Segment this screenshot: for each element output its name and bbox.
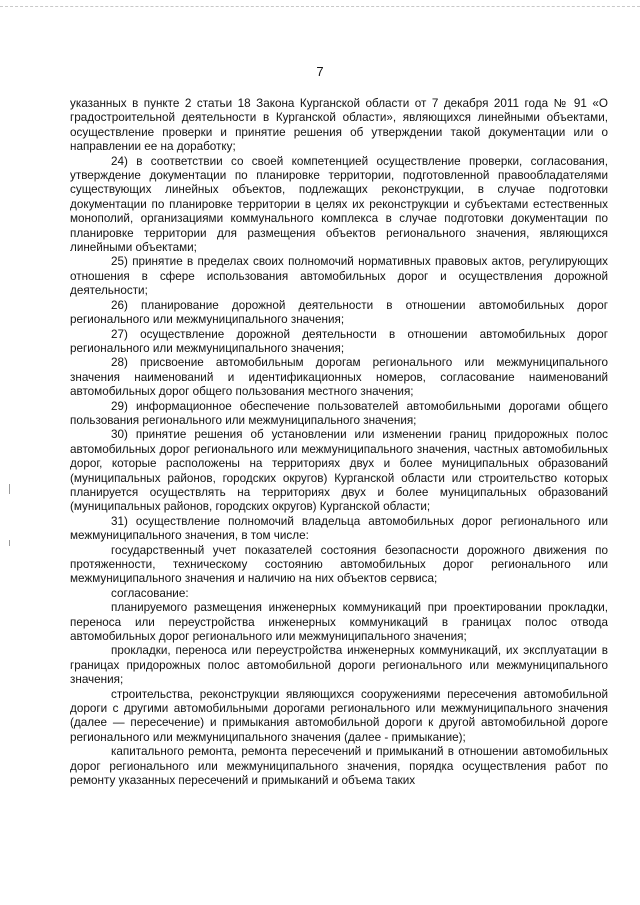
document-body	[70, 97, 608, 789]
paragraph-intersections-construction: строительства, реконструкции являющихся сооружениями пересечения автомобильной дороги с другими автомобильными дорогами регионального или межмуниципального значения (далее — пересечение) и примыкания автомобильной дороги к другой автомобильной дороге регионального или межмуниципального значения (далее - примыкание);	[70, 687, 608, 744]
paragraph-item-31: 31) осуществление полномочий владельца автомобильных дорог регионального или межмуниципального значения, в том числе:	[70, 514, 608, 543]
paragraph-state-accounting: государственный учет показателей состояния безопасности дорожного движения по протяженности, техническому состоянию автомобильных дорог регионального или межмуниципального значения и наличию на них объектов сервиса;	[70, 543, 608, 586]
page-number: 7	[316, 64, 324, 79]
paragraph-item-24: 24) в соответствии со своей компетенцией осуществление проверки, согласования, утверждение документации по планировке территории, подготовленной правообладателями существующих линейных объектов, подлежащих реконструкции, в случае подготовки документации по планировке территории в целях их реконструкции и субъектами естественных монополий, организациями коммунального комплекса в случае подготовки документации по планировке территории для размещения объектов регионального значения, являющихся линейными объектами;	[70, 154, 608, 255]
paragraph-engineering-laying: прокладки, переноса или переустройства инженерных коммуникаций, их эксплуатации в границах придорожных полос автомобильной дороги регионального или межмуниципального значения;	[70, 644, 608, 687]
paragraph-capital-repair: капитального ремонта, ремонта пересечений и примыканий в отношении автомобильных дорог регионального или межмуниципального значения, порядка осуществления работ по ремонту указанных пересечений и примыканий и объема таких	[70, 745, 608, 788]
paragraph-item-26: 26) планирование дорожной деятельности в отношении автомобильных дорог регионального или межмуниципального значения;	[70, 298, 608, 327]
paragraph-item-29: 29) информационное обеспечение пользователей автомобильными дорогами общего пользования регионального или межмуниципального значения;	[70, 399, 608, 427]
paragraph-continuation: указанных в пункте 2 статьи 18 Закона Курганской области от 7 декабря 2011 года № 91 «О градостроительной деятельности в Курганской области», являющихся линейными объектами, осуществление проверки и принятие решения об утверждении такой документации или о направлении ее на доработку;	[70, 97, 608, 154]
paragraph-approval-heading: согласование:	[111, 586, 189, 600]
scan-edge-line	[0, 6, 640, 8]
paragraph-item-28: 28) присвоение автомобильным дорогам регионального или межмуниципального значения наименований и идентификационных номеров, согласование наименований автомобильных дорог общего пользования местного значения;	[70, 356, 608, 399]
paragraph-item-25: 25) принятие в пределах своих полномочий нормативных правовых актов, регулирующих отношения в сфере использования автомобильных дорог и осуществления дорожной деятельности;	[70, 255, 608, 298]
paragraph-item-27: 27) осуществление дорожной деятельности в отношении автомобильных дорог регионального или межмуниципального значения;	[70, 327, 608, 355]
margin-mark	[9, 540, 10, 546]
margin-mark	[9, 484, 10, 494]
paragraph-item-30: 30) принятие решения об установлении или изменении границ придорожных полос автомобильных дорог регионального или межмуниципального значения, частных автомобильных дорог, которые расположены на территориях двух и более муниципальных образований (муниципальных районов, городских округов) Курганской области или строительство которых планируется осуществлять на территориях двух и более муниципальных образований (муниципальных районов, городских округов) Курганской области;	[70, 428, 608, 514]
paragraph-engineering-placement: планируемого размещения инженерных коммуникаций при проектировании прокладки, переноса или переустройства инженерных коммуникаций в границах полос отвода автомобильных дорог регионального или межмуниципального значения;	[70, 601, 608, 644]
